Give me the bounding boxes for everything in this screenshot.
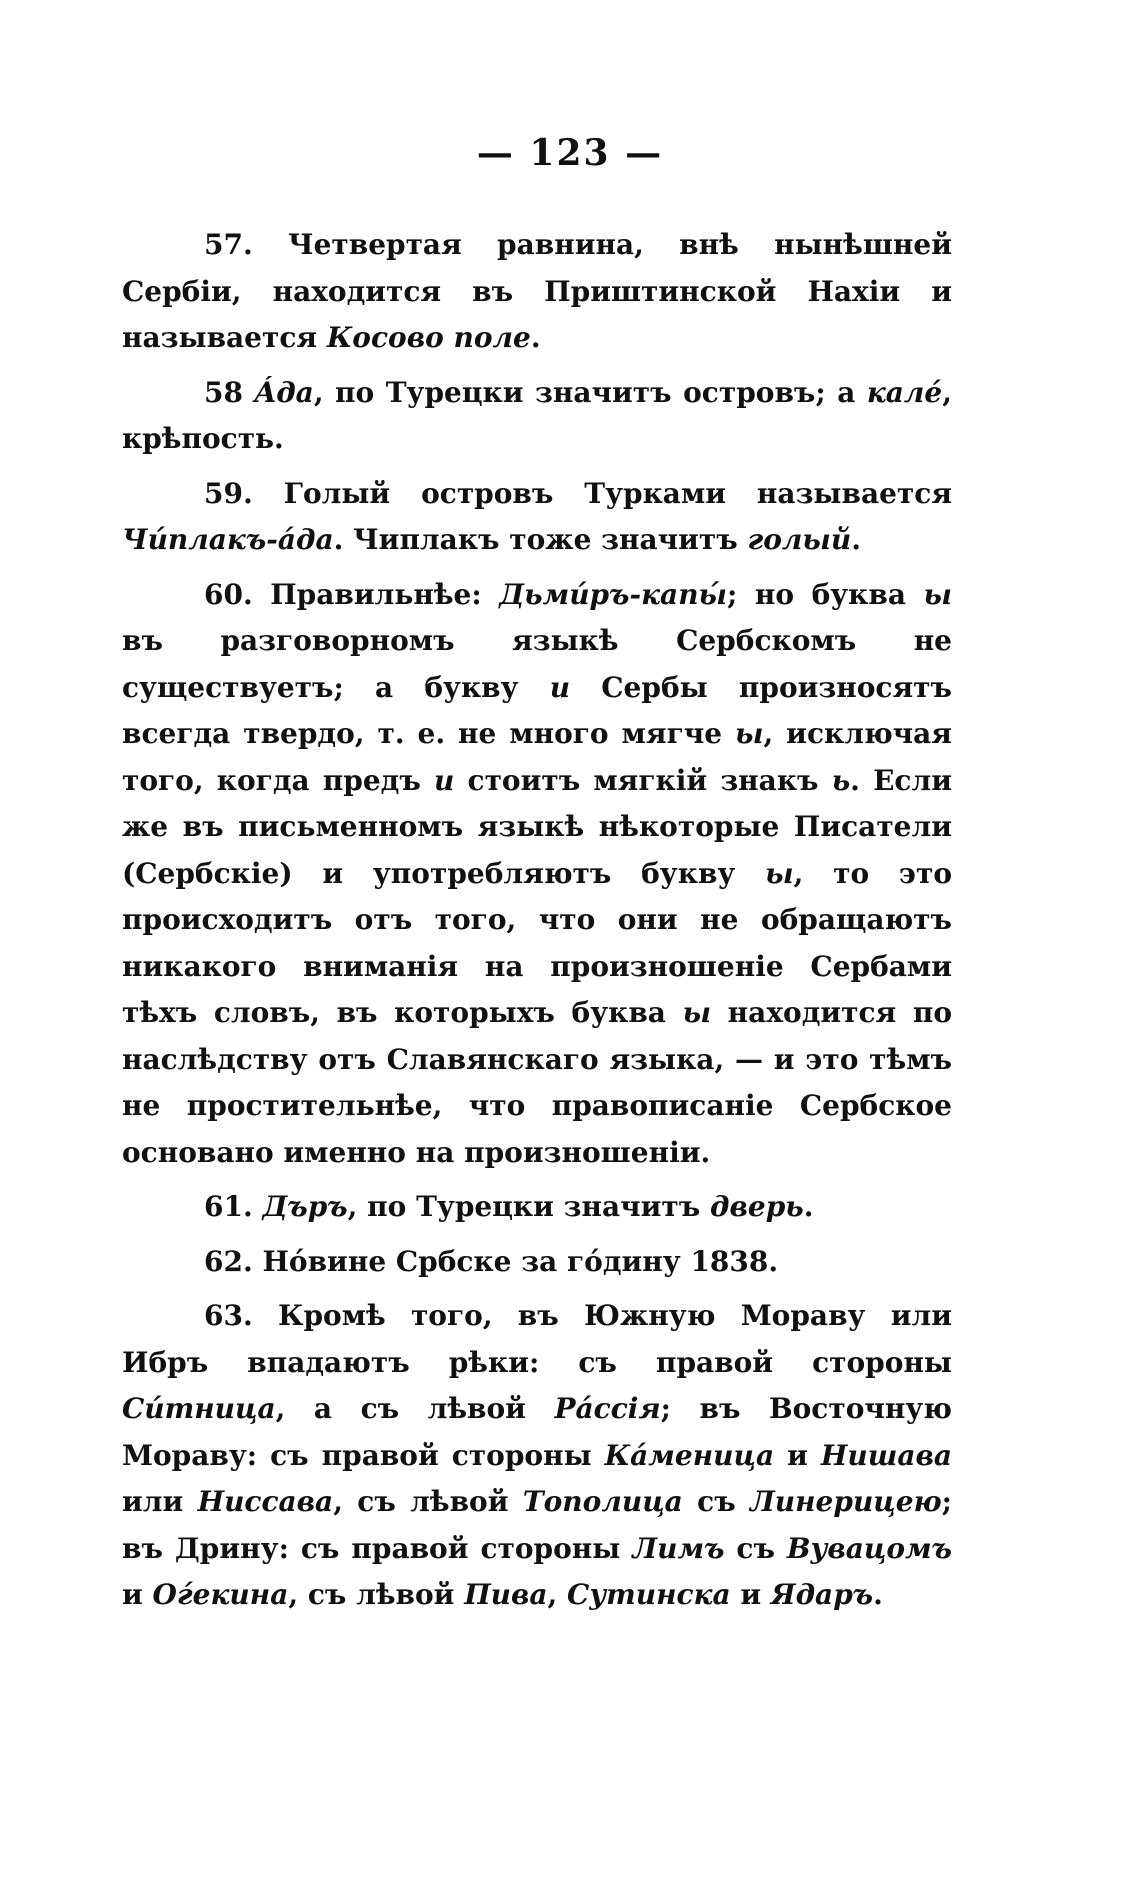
footnote-text: стоитъ мягкій знакъ <box>454 763 832 797</box>
footnote-text <box>253 1190 263 1223</box>
italic-term: Ядаръ <box>770 1578 874 1611</box>
italic-term: Косово поле <box>326 321 531 354</box>
footnote-text: Сербы произносятъ всегда твердо, т. е. не много мягче <box>122 670 952 750</box>
italic-term: Линерицею <box>750 1485 942 1518</box>
footnote-text: Голый островъ Турками называется <box>252 476 952 510</box>
footnote <box>122 222 952 362</box>
footnote <box>122 370 952 463</box>
footnote-number: 61. <box>204 1190 253 1223</box>
italic-term: Сúтница <box>122 1392 276 1425</box>
footnote-text: , а съ лѣвой <box>275 1392 555 1425</box>
italic-term: ы <box>765 856 794 890</box>
footnote-text: , исключая того, когда предъ <box>122 717 952 797</box>
footnote-number: 59. <box>204 476 253 510</box>
italic-term: дверь <box>710 1190 804 1223</box>
footnote <box>122 471 952 564</box>
footnote-text: , съ лѣвой <box>333 1485 523 1518</box>
footnote-text: ; въ Восточную Мораву: съ правой стороны <box>122 1392 952 1472</box>
italic-term: Ниссава <box>197 1485 334 1518</box>
footnote-number: 58 <box>204 375 243 409</box>
footnote-text: , то это происходитъ отъ того, что они не обращаютъ никакого вниманія на произношеніе Сербами тѣхъ словъ, въ которыхъ буква <box>122 856 952 1029</box>
footnote-number: 57. <box>204 228 253 261</box>
footnote-text: , крѣпость. <box>122 375 952 455</box>
italic-term: ы <box>923 577 952 611</box>
footnote-number: 63. <box>204 1299 253 1332</box>
footnote-text: , съ лѣвой <box>288 1578 465 1611</box>
italic-term: Кáменица <box>604 1438 775 1472</box>
italic-term: Сутинска <box>567 1578 731 1611</box>
italic-term: Рáссія <box>554 1392 661 1425</box>
footnote-text: . <box>851 523 862 556</box>
footnote-text: и <box>730 1578 771 1611</box>
italic-term: Нишава <box>820 1438 952 1472</box>
italic-term: ы <box>682 996 712 1029</box>
footnote <box>122 1293 952 1619</box>
footnote-text: Правильнѣе: <box>252 577 500 611</box>
page-number: — 123 — <box>476 132 664 174</box>
footnote-text: въ разговорномъ языкѣ Сербскомъ не существуетъ; а букву <box>122 624 952 704</box>
footnote-text: Нóвине Србске за гóдину 1838. <box>252 1244 779 1278</box>
footnote <box>122 1239 952 1286</box>
italic-term: Áда <box>254 375 314 409</box>
footnote-text: или <box>122 1485 198 1518</box>
italic-term: калé <box>866 375 943 409</box>
footnote-text: ; но буква <box>727 577 924 611</box>
footnote-number: 60. <box>204 577 253 611</box>
italic-term: Дъръ <box>262 1190 348 1223</box>
footnote-text: , по Турецки значитъ островъ; а <box>313 375 867 409</box>
italic-term: ь <box>831 763 851 797</box>
footnote-text: . <box>530 321 541 354</box>
italic-term: Дьмúръ-капы́ <box>499 577 728 611</box>
italic-term: голый <box>747 523 852 556</box>
footnote-text: . <box>803 1190 814 1223</box>
footnote-text: , по Турецки значитъ <box>347 1190 711 1223</box>
footnotes-body <box>122 222 952 1627</box>
footnote <box>122 572 952 1177</box>
footnote-text: съ <box>682 1485 751 1518</box>
italic-term: Тополица <box>522 1485 683 1518</box>
italic-term: и <box>434 763 455 797</box>
footnote-text: . <box>873 1578 883 1611</box>
footnote-text <box>243 376 255 409</box>
italic-term: Лимъ <box>632 1531 725 1565</box>
footnote-text: . Если же въ письменномъ языкѣ нѣкоторые Писатели (Сербскіе) и употребляютъ букву <box>122 763 952 890</box>
italic-term: Чúплакъ-áда <box>122 523 334 556</box>
footnote-text: находится по наслѣдству отъ Славянскаго языка, — и это тѣмъ не простительнѣе, что правописаніе Сербское основано именно на произношеніи. <box>122 996 952 1169</box>
footnote-text: Кромѣ того, въ Южную Мораву или Ибръ впадаютъ рѣки: съ правой стороны <box>122 1299 952 1379</box>
footnote-text: и <box>122 1578 153 1611</box>
footnote-text: Четвертая равнина, внѣ нынѣшней Сербіи, находится въ Приштинской Нахіи и называется <box>122 228 952 354</box>
italic-term: Пива <box>464 1578 548 1611</box>
italic-term: Вувацомъ <box>786 1531 953 1565</box>
italic-term: и <box>549 670 571 704</box>
footnote <box>122 1184 952 1231</box>
footnote-text: . Чиплакъ тоже значитъ <box>333 523 748 556</box>
footnote-text: и <box>774 1438 821 1472</box>
footnote-text: съ <box>724 1531 787 1565</box>
italic-term: ы <box>734 717 764 750</box>
footnote-text: ; въ Дрину: съ правой стороны <box>122 1485 952 1565</box>
footnote-number: 62. <box>204 1244 253 1278</box>
footnote-text: , <box>547 1578 568 1611</box>
italic-term: Оѓекина <box>152 1578 289 1611</box>
